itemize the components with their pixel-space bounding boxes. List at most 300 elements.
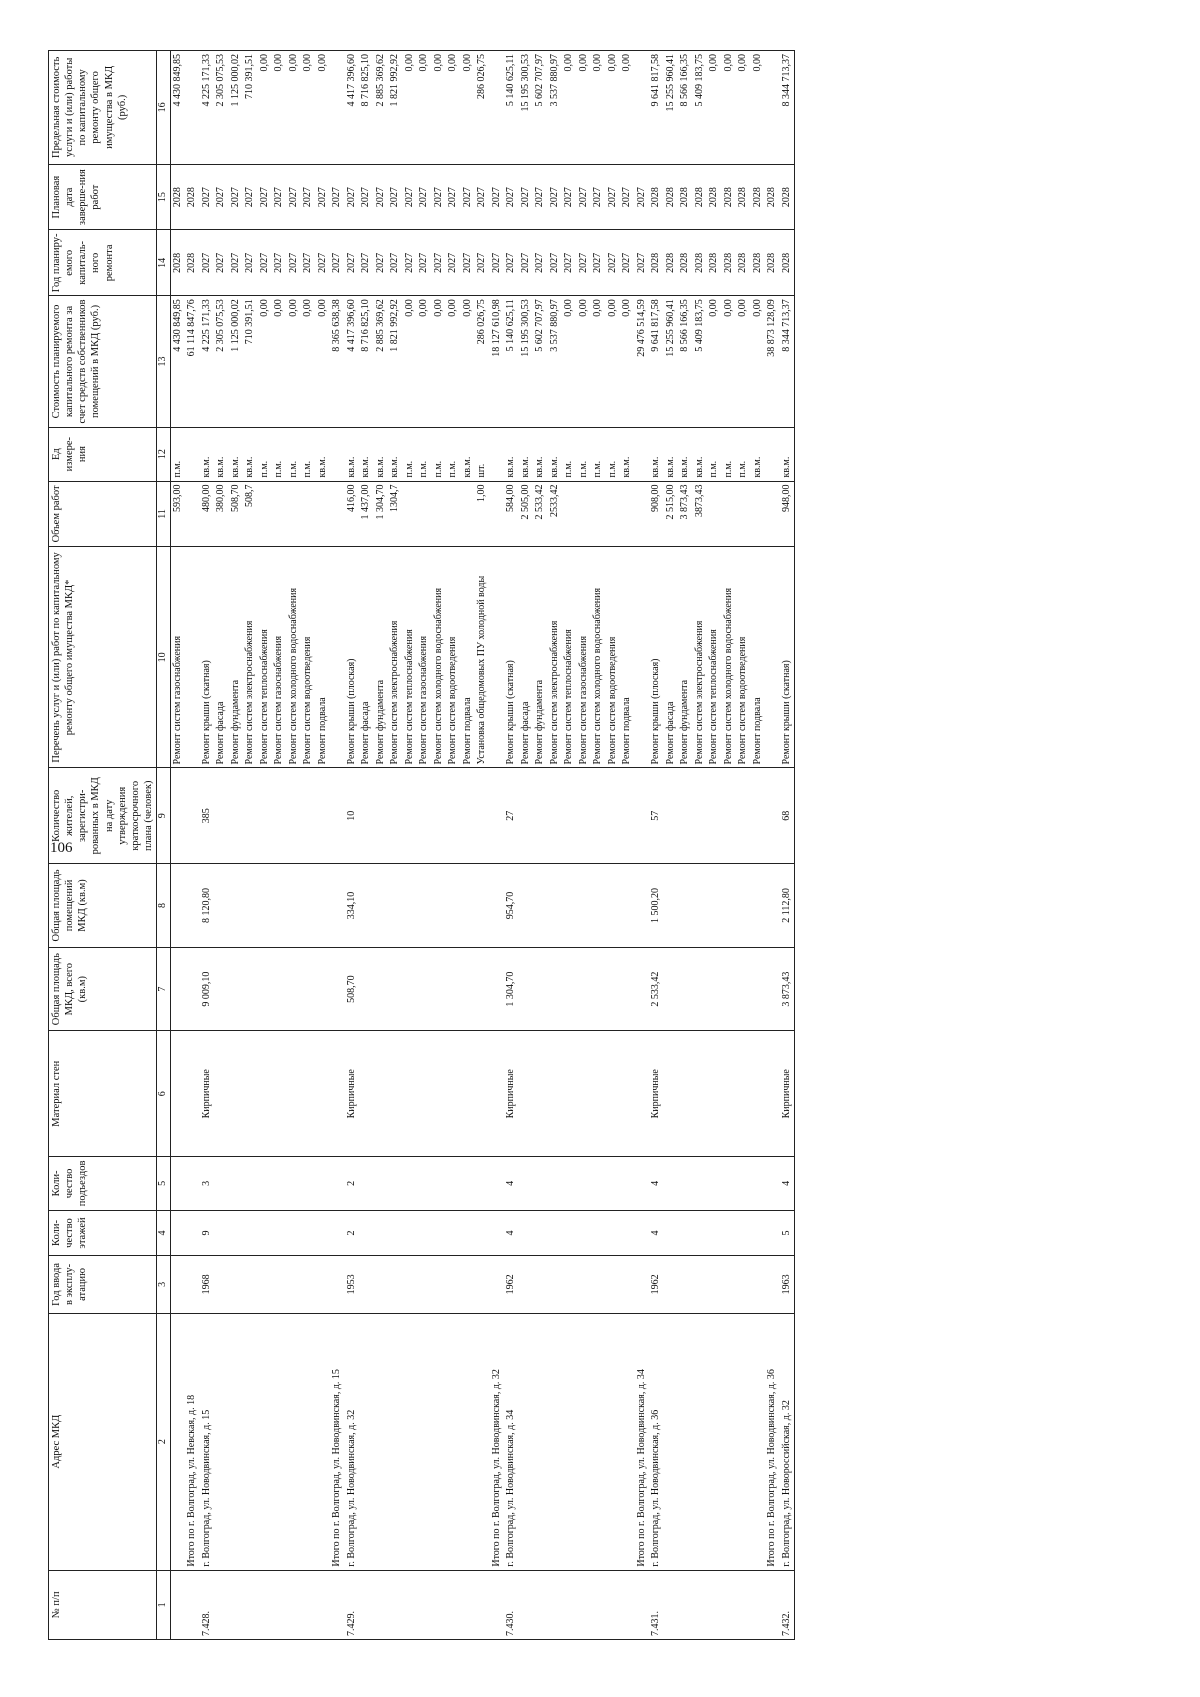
- work-cost: 0,00: [707, 296, 722, 428]
- entrances-count: [417, 1157, 432, 1211]
- work-end-date: 2027: [577, 164, 592, 230]
- work-volume: [707, 481, 722, 547]
- work-name: Ремонт крыши (скатная): [780, 547, 795, 768]
- year-built: [562, 1256, 577, 1313]
- work-cost: 0,00: [577, 296, 592, 428]
- work-row: [200, 51, 215, 1640]
- address-cell: [693, 1313, 708, 1570]
- empty-cell: [635, 1210, 650, 1255]
- empty-cell: [765, 547, 780, 768]
- work-end-date: 2027: [359, 164, 374, 230]
- work-volume: [577, 481, 592, 547]
- entrances-count: [258, 1157, 273, 1211]
- wall-material: [533, 1031, 548, 1157]
- floors-count: [591, 1210, 606, 1255]
- work-row: [693, 51, 708, 1640]
- column-number: 3: [157, 1256, 171, 1313]
- address-cell: [446, 1313, 461, 1570]
- work-year: 2027: [417, 230, 432, 296]
- wall-material: [214, 1031, 229, 1157]
- total-num-cell: [635, 1570, 650, 1639]
- premises-area: [461, 864, 476, 948]
- floors-count: [301, 1210, 316, 1255]
- wall-material: [301, 1031, 316, 1157]
- work-year: 2028: [664, 230, 679, 296]
- work-year: 2027: [519, 230, 534, 296]
- wall-material: [664, 1031, 679, 1157]
- work-max-cost: 3 537 880,97: [548, 51, 563, 165]
- empty-cell: [330, 547, 345, 768]
- work-row: [432, 51, 447, 1640]
- total-cost: 29 476 514,59: [635, 296, 650, 428]
- work-end-date: 2028: [649, 164, 664, 230]
- total-area: 3 873,43: [780, 947, 795, 1031]
- work-unit: кв.м.: [359, 427, 374, 481]
- work-row: [649, 51, 664, 1640]
- work-volume: 508,7: [243, 481, 258, 547]
- address-cell: [577, 1313, 592, 1570]
- entrances-count: [620, 1157, 635, 1211]
- work-unit: кв.м.: [229, 427, 244, 481]
- wall-material: [678, 1031, 693, 1157]
- column-number: 10: [157, 547, 171, 768]
- work-year: 2027: [620, 230, 635, 296]
- work-end-date: 2027: [272, 164, 287, 230]
- floors-count: [693, 1210, 708, 1255]
- address-cell: [432, 1313, 447, 1570]
- total-area: [678, 947, 693, 1031]
- total-area: [736, 947, 751, 1031]
- work-year: 2027: [374, 230, 389, 296]
- work-row: [504, 51, 519, 1640]
- premises-area: [272, 864, 287, 948]
- work-name: Ремонт крыши (скатная): [504, 547, 519, 768]
- floors-count: [446, 1210, 461, 1255]
- entrances-count: [533, 1157, 548, 1211]
- premises-area: [432, 864, 447, 948]
- work-end-date: 2028: [780, 164, 795, 230]
- entrances-count: 4: [780, 1157, 795, 1211]
- work-end-date: 2027: [548, 164, 563, 230]
- header-cell: Предельная стоимость услуги и (или) работы по капитальному ремонту общего имущества в МКД (руб.): [49, 51, 157, 165]
- residents-count: [678, 768, 693, 864]
- wall-material: [548, 1031, 563, 1157]
- empty-cell: [185, 51, 200, 165]
- row-number: [751, 1570, 766, 1639]
- header-cell: Общая площадь МКД, всего (кв.м): [49, 947, 157, 1031]
- row-number: [374, 1570, 389, 1639]
- work-max-cost: 0,00: [403, 51, 418, 165]
- empty-cell: [185, 427, 200, 481]
- work-max-cost: 0,00: [751, 51, 766, 165]
- work-year: 2028: [170, 230, 185, 296]
- floors-count: [461, 1210, 476, 1255]
- work-end-date: 2027: [504, 164, 519, 230]
- premises-area: 2 112,80: [780, 864, 795, 948]
- capital-repair-table-wrapper: [48, 50, 1118, 1640]
- floors-count: [432, 1210, 447, 1255]
- work-max-cost: 286 026,75: [475, 51, 490, 165]
- total-num-cell: [185, 1570, 200, 1639]
- floors-count: [707, 1210, 722, 1255]
- year-built: [577, 1256, 592, 1313]
- address-cell: [388, 1313, 403, 1570]
- total-area: [664, 947, 679, 1031]
- work-end-date: 2027: [519, 164, 534, 230]
- work-volume: [736, 481, 751, 547]
- total-area: [417, 947, 432, 1031]
- wall-material: [707, 1031, 722, 1157]
- work-volume: 2 515,00: [664, 481, 679, 547]
- column-number: 7: [157, 947, 171, 1031]
- work-volume: 2533,42: [548, 481, 563, 547]
- total-area: [229, 947, 244, 1031]
- work-row: [519, 51, 534, 1640]
- work-unit: кв.м.: [461, 427, 476, 481]
- total-year: 2028: [185, 230, 200, 296]
- residents-count: [461, 768, 476, 864]
- work-cost: 1 125 000,02: [229, 296, 244, 428]
- work-name: Ремонт систем электроснабжения: [548, 547, 563, 768]
- row-number: [693, 1570, 708, 1639]
- work-name: Ремонт систем газоснабжения: [272, 547, 287, 768]
- work-max-cost: 4 430 849,85: [170, 51, 185, 165]
- total-area: [170, 947, 185, 1031]
- row-number: [707, 1570, 722, 1639]
- work-year: 2027: [548, 230, 563, 296]
- work-end-date: 2027: [200, 164, 215, 230]
- work-end-date: 2027: [374, 164, 389, 230]
- work-unit: кв.м.: [533, 427, 548, 481]
- premises-area: [214, 864, 229, 948]
- premises-area: [751, 864, 766, 948]
- empty-cell: [765, 1210, 780, 1255]
- entrances-count: [751, 1157, 766, 1211]
- work-cost: 9 641 817,58: [649, 296, 664, 428]
- wall-material: [519, 1031, 534, 1157]
- total-area: 508,70: [345, 947, 360, 1031]
- wall-material: [388, 1031, 403, 1157]
- entrances-count: [548, 1157, 563, 1211]
- work-unit: п.м.: [736, 427, 751, 481]
- work-volume: [403, 481, 418, 547]
- premises-area: [577, 864, 592, 948]
- residents-count: [548, 768, 563, 864]
- year-built: [258, 1256, 273, 1313]
- work-cost: 0,00: [417, 296, 432, 428]
- work-unit: кв.м.: [388, 427, 403, 481]
- entrances-count: [577, 1157, 592, 1211]
- work-row: [446, 51, 461, 1640]
- work-max-cost: 8 344 713,37: [780, 51, 795, 165]
- work-year: 2027: [475, 230, 490, 296]
- work-cost: 15 195 300,53: [519, 296, 534, 428]
- empty-cell: [490, 1031, 505, 1157]
- year-built: [707, 1256, 722, 1313]
- work-volume: [287, 481, 302, 547]
- empty-cell: [185, 1256, 200, 1313]
- row-number: [461, 1570, 476, 1639]
- address-cell: [620, 1313, 635, 1570]
- work-year: 2027: [446, 230, 461, 296]
- row-number: [736, 1570, 751, 1639]
- total-area: [272, 947, 287, 1031]
- premises-area: [170, 864, 185, 948]
- year-built: [287, 1256, 302, 1313]
- work-row: [417, 51, 432, 1640]
- wall-material: [374, 1031, 389, 1157]
- work-volume: 3873,43: [693, 481, 708, 547]
- work-year: 2027: [533, 230, 548, 296]
- year-built: [272, 1256, 287, 1313]
- premises-area: [548, 864, 563, 948]
- work-unit: кв.м.: [693, 427, 708, 481]
- address-cell: [359, 1313, 374, 1570]
- work-unit: п.м.: [301, 427, 316, 481]
- wall-material: [229, 1031, 244, 1157]
- work-year: 2027: [577, 230, 592, 296]
- row-number: [533, 1570, 548, 1639]
- premises-area: [374, 864, 389, 948]
- year-built: 1962: [649, 1256, 664, 1313]
- empty-cell: [330, 947, 345, 1031]
- entrances-count: [722, 1157, 737, 1211]
- empty-cell: [765, 1256, 780, 1313]
- work-max-cost: 710 391,51: [243, 51, 258, 165]
- work-end-date: 2027: [591, 164, 606, 230]
- wall-material: [751, 1031, 766, 1157]
- empty-cell: [330, 1256, 345, 1313]
- address-cell: [229, 1313, 244, 1570]
- work-cost: 0,00: [432, 296, 447, 428]
- work-cost: 8 344 713,37: [780, 296, 795, 428]
- residents-count: [170, 768, 185, 864]
- total-area: [359, 947, 374, 1031]
- address-cell: [548, 1313, 563, 1570]
- work-row: [591, 51, 606, 1640]
- total-end-date: 2028: [185, 164, 200, 230]
- floors-count: [229, 1210, 244, 1255]
- total-area: [591, 947, 606, 1031]
- work-volume: 1 437,00: [359, 481, 374, 547]
- row-number: [606, 1570, 621, 1639]
- wall-material: [577, 1031, 592, 1157]
- empty-cell: [635, 864, 650, 948]
- work-name: Установка общедомовых ПУ холодной воды: [475, 547, 490, 768]
- total-area: [577, 947, 592, 1031]
- work-end-date: 2028: [722, 164, 737, 230]
- address-cell: [417, 1313, 432, 1570]
- column-number: 12: [157, 427, 171, 481]
- work-year: 2027: [606, 230, 621, 296]
- wall-material: [620, 1031, 635, 1157]
- work-name: Ремонт систем газоснабжения: [170, 547, 185, 768]
- work-year: 2028: [678, 230, 693, 296]
- work-year: 2027: [301, 230, 316, 296]
- total-area: [432, 947, 447, 1031]
- residents-count: [258, 768, 273, 864]
- address-cell: [214, 1313, 229, 1570]
- work-cost: 0,00: [620, 296, 635, 428]
- premises-area: [606, 864, 621, 948]
- empty-cell: [635, 768, 650, 864]
- row-number: [359, 1570, 374, 1639]
- address-cell: [722, 1313, 737, 1570]
- work-volume: 948,00: [780, 481, 795, 547]
- residents-count: [446, 768, 461, 864]
- residents-count: [388, 768, 403, 864]
- work-name: Ремонт систем газоснабжения: [577, 547, 592, 768]
- empty-cell: [330, 481, 345, 547]
- year-built: [606, 1256, 621, 1313]
- floors-count: [272, 1210, 287, 1255]
- work-row: [736, 51, 751, 1640]
- address-cell: [170, 1313, 185, 1570]
- floors-count: [258, 1210, 273, 1255]
- row-number: 7.432.: [780, 1570, 795, 1639]
- row-number: [446, 1570, 461, 1639]
- year-built: [693, 1256, 708, 1313]
- row-number: [272, 1570, 287, 1639]
- address-cell: [475, 1313, 490, 1570]
- premises-area: [229, 864, 244, 948]
- work-cost: 0,00: [301, 296, 316, 428]
- premises-area: [243, 864, 258, 948]
- header-cell: Ед измере-ния: [49, 427, 157, 481]
- year-built: [403, 1256, 418, 1313]
- row-number: [243, 1570, 258, 1639]
- floors-count: [722, 1210, 737, 1255]
- empty-cell: [635, 481, 650, 547]
- residents-count: [243, 768, 258, 864]
- total-area: 9 009,10: [200, 947, 215, 1031]
- total-row: [490, 51, 505, 1640]
- work-year: 2027: [316, 230, 331, 296]
- residents-count: [577, 768, 592, 864]
- address-cell: [707, 1313, 722, 1570]
- work-unit: кв.м.: [374, 427, 389, 481]
- work-row: [272, 51, 287, 1640]
- work-name: Ремонт фундамента: [374, 547, 389, 768]
- work-name: Ремонт фундамента: [229, 547, 244, 768]
- address-cell: [533, 1313, 548, 1570]
- empty-cell: [490, 1256, 505, 1313]
- work-max-cost: 0,00: [446, 51, 461, 165]
- work-name: Ремонт фасада: [664, 547, 679, 768]
- work-row: [678, 51, 693, 1640]
- column-number: 11: [157, 481, 171, 547]
- work-cost: 5 409 183,75: [693, 296, 708, 428]
- premises-area: [591, 864, 606, 948]
- address-cell: [751, 1313, 766, 1570]
- total-area: [388, 947, 403, 1031]
- work-volume: 380,00: [214, 481, 229, 547]
- work-cost: 0,00: [258, 296, 273, 428]
- work-unit: п.м.: [606, 427, 621, 481]
- work-volume: [591, 481, 606, 547]
- floors-count: [736, 1210, 751, 1255]
- work-unit: п.м.: [562, 427, 577, 481]
- work-unit: шт.: [475, 427, 490, 481]
- work-name: Ремонт систем холодного водоснабжения: [287, 547, 302, 768]
- total-cost: 38 873 128,09: [765, 296, 780, 428]
- total-end-date: 2027: [330, 164, 345, 230]
- work-year: 2027: [214, 230, 229, 296]
- entrances-count: [664, 1157, 679, 1211]
- year-built: [446, 1256, 461, 1313]
- work-cost: 0,00: [272, 296, 287, 428]
- work-row: [533, 51, 548, 1640]
- premises-area: [301, 864, 316, 948]
- empty-cell: [185, 1157, 200, 1211]
- address-cell: г. Волгоград, ул. Новодвинская, д. 32: [345, 1313, 360, 1570]
- year-built: [751, 1256, 766, 1313]
- entrances-count: [736, 1157, 751, 1211]
- empty-cell: [330, 1031, 345, 1157]
- work-unit: п.м.: [417, 427, 432, 481]
- work-volume: [461, 481, 476, 547]
- empty-cell: [330, 1210, 345, 1255]
- empty-cell: [490, 1210, 505, 1255]
- work-row: [548, 51, 563, 1640]
- work-name: Ремонт подвала: [751, 547, 766, 768]
- work-unit: кв.м.: [243, 427, 258, 481]
- total-num-cell: [490, 1570, 505, 1639]
- work-end-date: 2028: [736, 164, 751, 230]
- header-cell: Коли-чество подъездов: [49, 1157, 157, 1211]
- premises-area: [562, 864, 577, 948]
- premises-area: [519, 864, 534, 948]
- floors-count: [548, 1210, 563, 1255]
- work-cost: 0,00: [287, 296, 302, 428]
- column-number: 8: [157, 864, 171, 948]
- entrances-count: 4: [504, 1157, 519, 1211]
- entrances-count: [301, 1157, 316, 1211]
- empty-cell: [635, 427, 650, 481]
- header-cell: № п/п: [49, 1570, 157, 1639]
- total-area: [707, 947, 722, 1031]
- work-max-cost: 1 125 000,02: [229, 51, 244, 165]
- wall-material: [417, 1031, 432, 1157]
- work-max-cost: 5 602 707,97: [533, 51, 548, 165]
- header-cell: Стоимость планируемого капитального ремонта за счет средств собственников помещений в МКД (руб.): [49, 296, 157, 428]
- work-volume: [562, 481, 577, 547]
- entrances-count: [707, 1157, 722, 1211]
- work-row: [475, 51, 490, 1640]
- work-row: [751, 51, 766, 1640]
- year-built: [301, 1256, 316, 1313]
- work-year: 2027: [432, 230, 447, 296]
- work-end-date: 2027: [533, 164, 548, 230]
- column-number: 16: [157, 51, 171, 165]
- empty-cell: [635, 947, 650, 1031]
- row-number: [620, 1570, 635, 1639]
- wall-material: [403, 1031, 418, 1157]
- work-row: [287, 51, 302, 1640]
- residents-count: [722, 768, 737, 864]
- address-cell: [258, 1313, 273, 1570]
- work-volume: [417, 481, 432, 547]
- premises-area: [475, 864, 490, 948]
- work-name: Ремонт фасада: [214, 547, 229, 768]
- work-name: Ремонт систем теплоснабжения: [562, 547, 577, 768]
- work-end-date: 2028: [664, 164, 679, 230]
- address-cell: г. Волгоград, ул. Новодвинская, д. 34: [504, 1313, 519, 1570]
- empty-cell: [765, 481, 780, 547]
- work-row: [316, 51, 331, 1640]
- work-row: [722, 51, 737, 1640]
- work-cost: 0,00: [736, 296, 751, 428]
